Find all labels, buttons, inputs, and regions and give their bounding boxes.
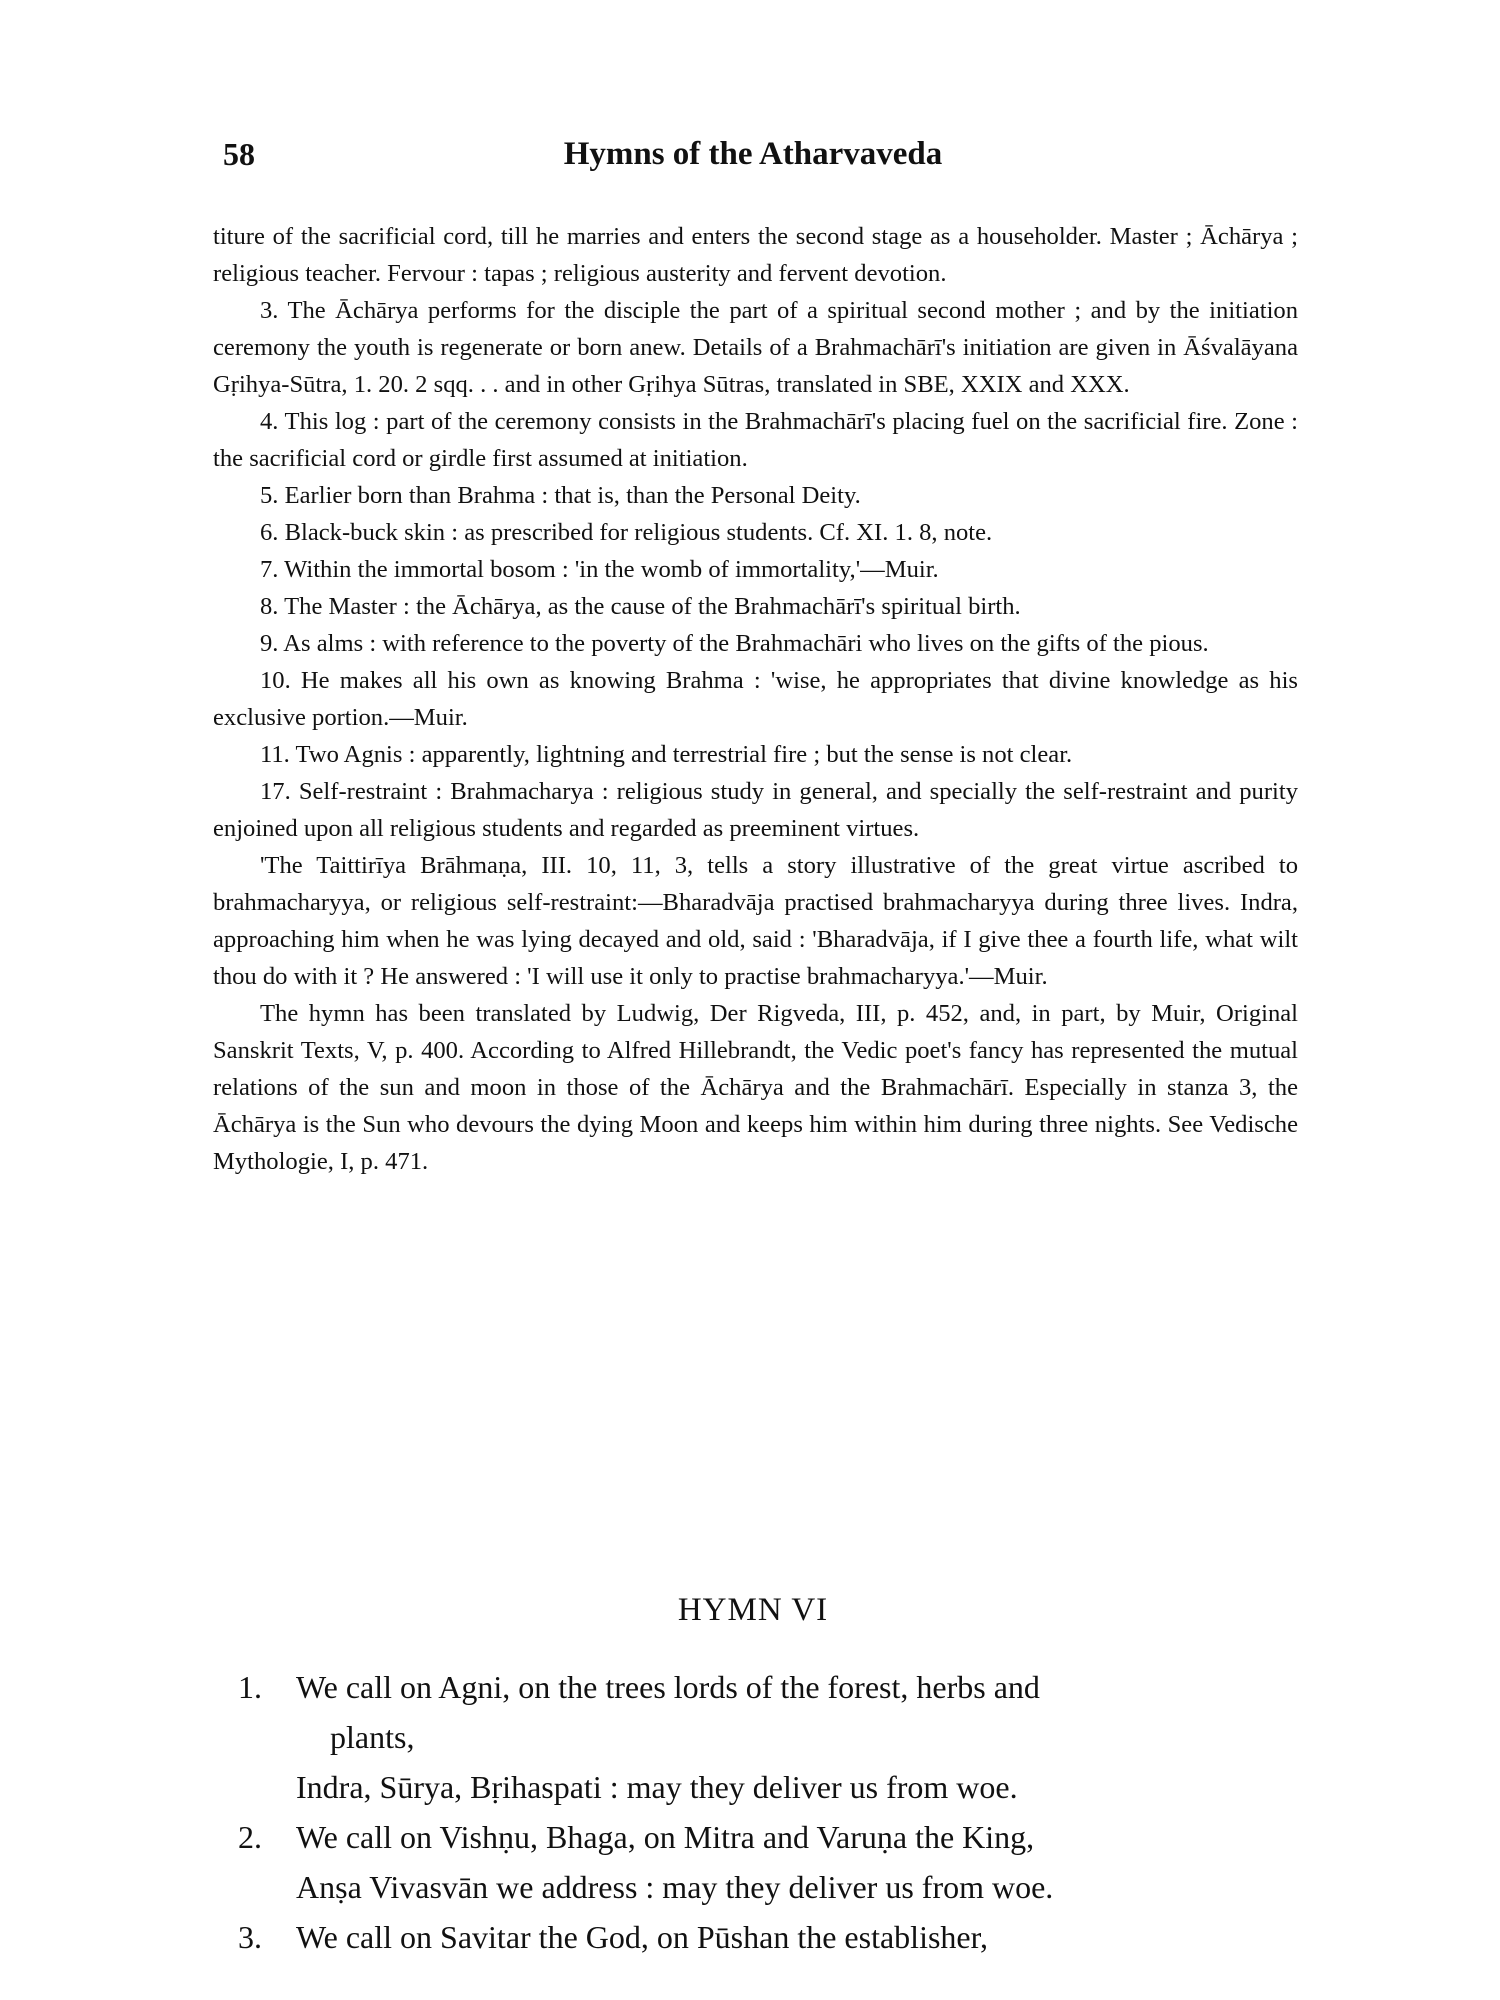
note-paragraph: 'The Taittirīya Brāhmaṇa, III. 10, 11, 3, tells a story illustrative of the great virtue ascribed to brahmacharyya, or religious self-restraint:—Bharadvāja practised brahmacharyya during three lives. Indra, approaching him when he was lying decayed and old, said : 'Bharadvāja, if I give thee a fourth life, what wilt thou do with it ? He answered : 'I will use it only to practise brahmacharyya.'—Muir.	[213, 852, 1298, 990]
stanza	[238, 1912, 1298, 1962]
note-paragraph: 8. The Master : the Āchārya, as the cause of the Brahmachārī's spiritual birth.	[260, 593, 1021, 620]
note-paragraph: 7. Within the immortal bosom : 'in the womb of immortality,'—Muir.	[260, 556, 939, 583]
commentary-notes	[213, 218, 1298, 1180]
note-paragraph: The hymn has been translated by Ludwig, Der Rigveda, III, p. 452, and, in part, by Muir, Original Sanskrit Texts, V, p. 400. According to Alfred Hillebrandt, the Vedic poet's fancy has represented the mutual relations of the sun and moon in those of the Āchārya and the Brahmachārī. Especially in stanza 3, the Āchārya is the Sun who devours the dying Moon and keeps him within him during three nights. See Vedische Mythologie, I, p. 471.	[213, 1000, 1298, 1175]
note-paragraph: 9. As alms : with reference to the poverty of the Brahmachāri who lives on the gifts of the pious.	[260, 630, 1209, 657]
verse-line: We call on Vishṇu, Bhaga, on Mitra and Varuṇa the King,	[296, 1819, 1035, 1855]
hymn-verses	[238, 1662, 1298, 1962]
verse-line: Indra, Sūrya, Bṛihaspati : may they deliver us from woe.	[296, 1769, 1018, 1805]
note-paragraph: 17. Self-restraint : Brahmacharya : religious study in general, and specially the self-restraint and purity enjoined upon all religious students and regarded as preeminent virtues.	[213, 778, 1298, 842]
note-paragraph: 3. The Āchārya performs for the disciple the part of a spiritual second mother ; and by the initiation ceremony the youth is regenerate or born anew. Details of a Brahmachārī's initiation are given in Āśvalāyana Gṛihya-Sūtra, 1. 20. 2 sqq. . . and in other Gṛihya Sūtras, translated in SBE, XXIX and XXX.	[213, 297, 1298, 398]
note-paragraph: 6. Black-buck skin : as prescribed for religious students. Cf. XI. 1. 8, note.	[260, 519, 993, 546]
page-number: 58	[223, 136, 255, 172]
stanza	[238, 1812, 1298, 1912]
stanza	[238, 1662, 1298, 1812]
verse-line: We call on Agni, on the trees lords of the forest, herbs and	[296, 1669, 1040, 1705]
stanza-number: 1.	[238, 1669, 262, 1705]
stanza-number: 2.	[238, 1819, 262, 1855]
verse-line: We call on Savitar the God, on Pūshan the establisher,	[296, 1919, 988, 1955]
note-paragraph: 4. This log : part of the ceremony consists in the Brahmachārī's placing fuel on the sacrificial fire. Zone : the sacrificial cord or girdle first assumed at initiation.	[213, 408, 1298, 472]
note-paragraph: titure of the sacrificial cord, till he marries and enters the second stage as a householder. Master ; Āchārya ; religious teacher. Fervour : tapas ; religious austerity and fervent devotion.	[213, 223, 1298, 287]
verse-line: plants,	[330, 1719, 415, 1755]
hymn-title: HYMN VI	[677, 1592, 829, 1628]
running-title: Hymns of the Atharvaveda	[563, 136, 943, 172]
stanza-number: 3.	[238, 1919, 262, 1955]
note-paragraph: 10. He makes all his own as knowing Brahma : 'wise, he appropriates that divine knowledge as his exclusive portion.—Muir.	[213, 667, 1298, 731]
verse-line: Anṣa Vivasvān we address : may they deliver us from woe.	[296, 1869, 1054, 1905]
page-header	[213, 128, 1293, 178]
note-paragraph: 11. Two Agnis : apparently, lightning and terrestrial fire ; but the sense is not clear.	[260, 741, 1073, 768]
note-paragraph: 5. Earlier born than Brahma : that is, than the Personal Deity.	[260, 482, 861, 509]
